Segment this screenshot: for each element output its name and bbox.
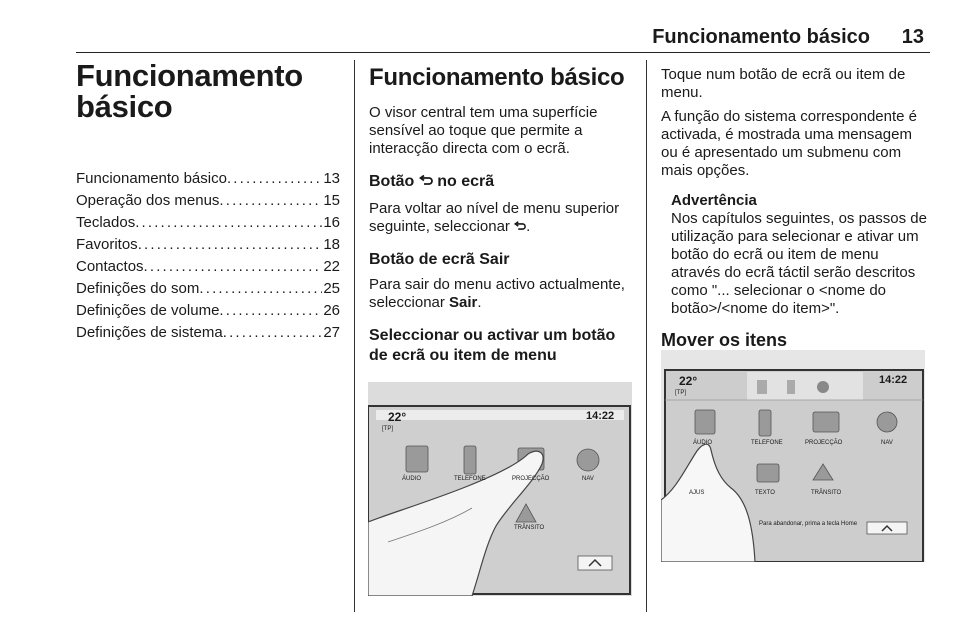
photo2-time: 14:22 [879,374,908,386]
toc-entry[interactable]: Teclados . . . 16 [76,212,340,234]
compass-icon[interactable] [577,449,599,471]
toc-entry[interactable]: Favoritos . . . 18 [76,234,340,256]
back-arrow-icon [419,175,433,187]
phone-icon[interactable] [759,410,771,436]
header-rule [76,52,930,53]
touchscreen-photo-move [661,350,925,562]
photo1-temperature: 22° [388,410,407,424]
toc-entry[interactable]: Definições do som . . . 25 [76,278,340,300]
function-text: A função do sistema correspondente é activada, é mostrada uma mensagem ou é apresentado um submenu com mais opções. [661,108,917,179]
phone-icon[interactable] [464,446,476,474]
photo1-label-phone: TELEFONE [454,476,486,482]
photo2-label-traffic: TRÂNSITO [811,490,842,496]
column-divider-1 [354,60,355,612]
audio-icon[interactable] [695,410,715,434]
photo2-hint: Para abandonar, prima a tecla Home [759,521,858,527]
audio-icon[interactable] [406,446,428,472]
chapter-title: Funcionamento básico [76,58,303,124]
photo1-label-nav: NAV [582,476,594,482]
intro-paragraph: O visor central tem uma superfície sensível ao toque que permite a interacção directa com o ecrã. [369,104,598,157]
table-of-contents [76,168,340,344]
home-button[interactable] [867,522,907,534]
note-text: Nos capítulos seguintes, os passos de utilização para selecionar e ativar um botão do ecrã ou item de menu através do ecrã táctil serão descritos como "... selecionar o <nome do botão>/<nome do item>". [671,210,927,317]
photo1-tp: [TP] [382,426,394,432]
text-icon[interactable] [757,464,779,482]
photo1-time: 14:22 [586,410,615,422]
toc-entry[interactable]: Funcionamento básico . . . 13 [76,168,340,190]
photo2-label-text: TEXTO [755,490,775,496]
select-heading: Seleccionar ou activar um botão de ecrã ou item de menu [369,327,616,364]
toc-entry[interactable]: Operação dos menus . . . 15 [76,190,340,212]
section-title: Funcionamento básico [369,64,625,91]
home-button[interactable] [578,556,612,570]
compass-icon[interactable] [877,412,897,432]
projection-icon[interactable] [813,412,839,432]
photo2-label-settings: AJUS [689,490,705,496]
move-items-heading: Mover os itens [661,330,788,350]
photo2-label-phone: TELEFONE [751,440,783,446]
section-column [369,63,635,366]
toc-entry[interactable]: Contactos . . . 22 [76,256,340,278]
photo2-tp: [TP] [675,390,687,396]
photo2-temperature: 22° [679,374,698,388]
column-divider-2 [646,60,647,612]
photo2-label-audio: ÁUDIO [693,440,713,446]
photo1-label-projection: PROJECÇÃO [512,476,550,482]
back-button-text: Para voltar ao nível de menu superior seguinte, seleccionar . [369,200,620,235]
note-title: Advertência [671,192,757,209]
running-head-title: Funcionamento básico [652,26,870,48]
touchscreen-photo-select [368,382,632,596]
toc-entry[interactable]: Definições de sistema . . . 27 [76,322,340,344]
photo1-label-traffic: TRÂNSITO [514,525,545,531]
select-text: Toque num botão de ecrã ou item de menu. [661,66,906,101]
chapter-column [76,60,340,344]
photo1-label-audio: ÁUDIO [402,476,422,482]
back-button-heading: Botão no ecrã [369,173,495,190]
running-head [570,26,928,52]
back-arrow-icon [514,221,526,232]
photo2-label-nav: NAV [881,440,893,446]
photo2-label-projection: PROJECÇÃO [805,440,843,446]
note-box [671,192,931,318]
exit-button-heading: Botão de ecrã Sair [369,251,510,268]
page-number: 13 [901,26,924,48]
exit-button-text: Para sair do menu activo actualmente, seleccionar Sair. [369,276,625,311]
toc-entry[interactable]: Definições de volume . . . 26 [76,300,340,322]
right-column [661,66,931,351]
